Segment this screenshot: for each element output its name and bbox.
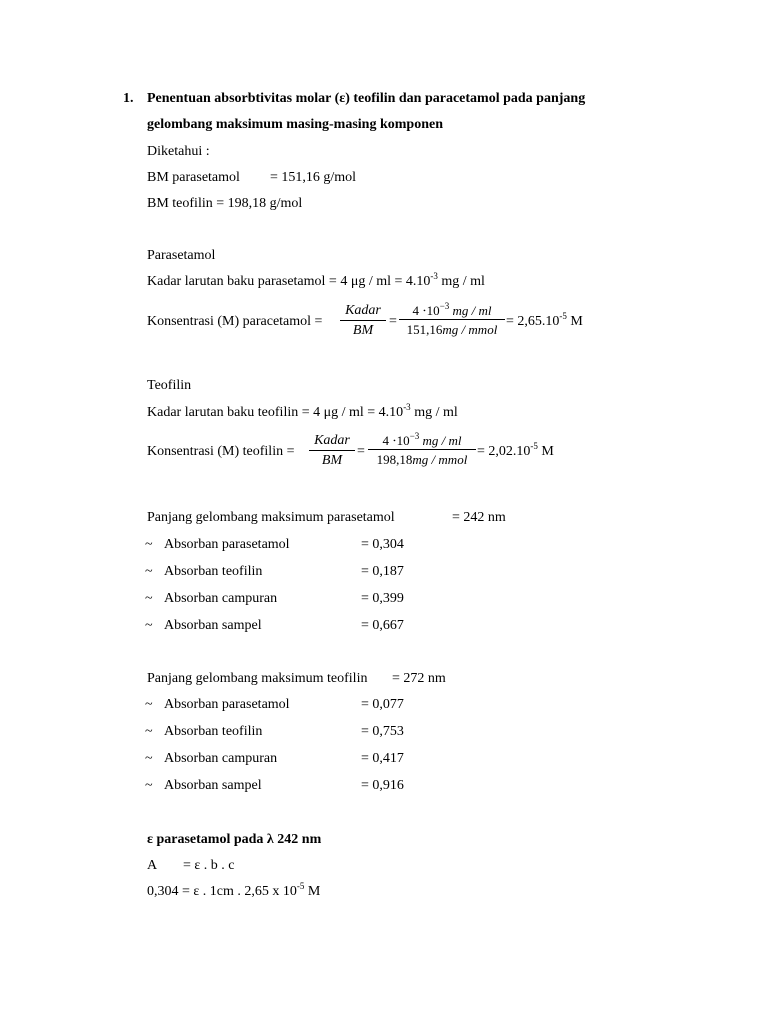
wave272-bullet: ~ <box>145 751 153 766</box>
result-unit: M <box>566 314 583 329</box>
paracetamol-konsentrasi-label: Konsentrasi (M) paracetamol = <box>147 314 323 329</box>
teofilin-equals: = <box>357 444 365 459</box>
heading-line-2: gelombang maksimum masing-masing komponen <box>147 117 443 132</box>
wave272-item-label: Absorban campuran <box>164 751 278 766</box>
wave242-item-label: Absorban campuran <box>164 591 278 606</box>
wave272-item-label: Absorban teofilin <box>164 724 263 739</box>
heading-line-1: Penentuan absorbtivitas molar (ε) teofilin dan paracetamol pada panjang <box>147 91 586 106</box>
bm-paracetamol-label: BM parasetamol <box>147 170 240 185</box>
paracetamol-kadar-bm-fraction <box>340 304 386 338</box>
numerator-value: 4 ⋅10 <box>382 433 410 448</box>
paracetamol-kadar-exp: -3 <box>430 271 438 281</box>
epsilon-a-label: A <box>147 858 158 873</box>
denominator-unit: mg / mmol <box>412 452 468 467</box>
numerator-unit: mg / ml <box>449 303 492 318</box>
paracetamol-kadar <box>147 271 485 289</box>
known-label: Diketahui : <box>147 144 210 159</box>
wave242-bullet: ~ <box>145 537 153 552</box>
wave272-bullet: ~ <box>145 697 153 712</box>
fraction-numerator: Kadar <box>314 433 350 448</box>
wave272-bullet: ~ <box>145 778 153 793</box>
wave272-label: Panjang gelombang maksimum teofilin <box>147 671 368 686</box>
epsilon-title: ε parasetamol pada λ 242 nm <box>147 832 322 847</box>
result-value: = 2,65.10 <box>506 314 560 329</box>
numerator-exp: −3 <box>409 431 420 441</box>
result-exp: -5 <box>530 441 538 451</box>
paracetamol-value-fraction <box>399 301 505 337</box>
paracetamol-equals: = <box>389 314 397 329</box>
fraction-denominator: BM <box>321 453 343 468</box>
wave242-item-label: Absorban parasetamol <box>164 537 290 552</box>
wave242-label: Panjang gelombang maksimum parasetamol <box>147 510 395 525</box>
teofilin-kadar-bm-fraction <box>309 434 355 468</box>
calc-exp: -5 <box>296 881 305 891</box>
wave242-item-value: = 0,187 <box>361 564 404 579</box>
result-value: = 2,02.10 <box>477 444 531 459</box>
paracetamol-result <box>506 311 583 329</box>
result-exp: -5 <box>559 311 567 321</box>
numerator-value: 4 ⋅10 <box>412 303 440 318</box>
wave272-item-value: = 0,753 <box>361 724 404 739</box>
denominator-unit: mg / mmol <box>442 322 498 337</box>
wave242-value: = 242 nm <box>452 510 506 525</box>
teofilin-kadar-unit: mg / ml <box>410 405 458 420</box>
wave242-bullet: ~ <box>145 618 153 633</box>
paracetamol-kadar-unit: mg / ml <box>437 274 485 289</box>
numerator-exp: −3 <box>439 301 450 311</box>
teofilin-value-fraction <box>368 431 476 467</box>
calc-unit: M <box>304 884 321 899</box>
result-unit: M <box>537 444 554 459</box>
numerator-unit: mg / ml <box>419 433 462 448</box>
wave242-item-label: Absorban teofilin <box>164 564 263 579</box>
teofilin-result <box>477 441 554 459</box>
wave242-bullet: ~ <box>145 564 153 579</box>
wave272-bullet: ~ <box>145 724 153 739</box>
wave272-value: = 272 nm <box>392 671 446 686</box>
wave272-item-value: = 0,417 <box>361 751 404 766</box>
fraction-denominator <box>399 320 505 336</box>
teofilin-kadar <box>147 402 458 420</box>
wave242-item-value: = 0,304 <box>361 537 404 552</box>
heading-number: 1. <box>123 91 134 106</box>
wave272-item-label: Absorban sampel <box>164 778 262 793</box>
teofilin-kadar-exp: -3 <box>403 402 411 412</box>
wave272-item-value: = 0,077 <box>361 697 404 712</box>
epsilon-calculation <box>147 881 321 899</box>
bm-paracetamol-value: = 151,16 g/mol <box>270 170 357 185</box>
fraction-numerator <box>399 301 505 319</box>
denominator-value: 151,16 <box>406 322 443 337</box>
teofilin-kadar-text: Kadar larutan baku teofilin = 4 μg / ml = 4.10 <box>147 405 404 420</box>
teofilin-title: Teofilin <box>147 378 192 393</box>
fraction-numerator <box>368 431 476 449</box>
wave242-item-label: Absorban sampel <box>164 618 262 633</box>
paracetamol-kadar-text: Kadar larutan baku parasetamol = 4 μg / ml = 4.10 <box>147 274 431 289</box>
wave242-item-value: = 0,399 <box>361 591 404 606</box>
wave272-item-value: = 0,916 <box>361 778 404 793</box>
fraction-denominator <box>368 450 476 466</box>
bm-teofilin: BM teofilin = 198,18 g/mol <box>147 196 303 211</box>
fraction-denominator: BM <box>352 323 374 338</box>
denominator-value: 198,18 <box>376 452 413 467</box>
teofilin-konsentrasi-label: Konsentrasi (M) teofilin = <box>147 444 295 459</box>
paracetamol-title: Parasetamol <box>147 248 216 263</box>
wave242-item-value: = 0,667 <box>361 618 404 633</box>
calc-value: 0,304 = ε . 1cm . 2,65 x 10 <box>147 884 297 899</box>
epsilon-a-expression: = ε . b . c <box>183 858 235 873</box>
fraction-numerator: Kadar <box>345 303 381 318</box>
wave242-bullet: ~ <box>145 591 153 606</box>
wave272-item-label: Absorban parasetamol <box>164 697 290 712</box>
